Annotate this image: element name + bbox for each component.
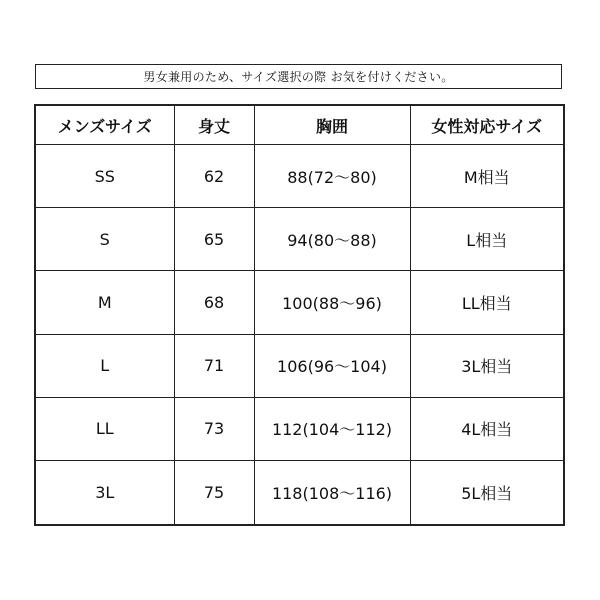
table-header-row	[35, 105, 564, 145]
cell-mens-size: S	[35, 208, 174, 271]
table-row	[35, 145, 564, 208]
cell-mens-size: 3L	[35, 460, 174, 525]
cell-womens-size: L相当	[410, 208, 564, 271]
header-length: 身丈	[174, 105, 254, 145]
cell-womens-size: M相当	[410, 145, 564, 208]
cell-chest: 100(88～96)	[254, 271, 410, 334]
cell-chest: 118(108～116)	[254, 460, 410, 525]
cell-womens-size: 3L相当	[410, 334, 564, 397]
cell-chest: 106(96～104)	[254, 334, 410, 397]
size-chart-table	[34, 104, 565, 526]
cell-mens-size: L	[35, 334, 174, 397]
table-row	[35, 208, 564, 271]
cell-mens-size: SS	[35, 145, 174, 208]
cell-mens-size: LL	[35, 397, 174, 460]
cell-length: 62	[174, 145, 254, 208]
cell-chest: 94(80～88)	[254, 208, 410, 271]
cell-length: 75	[174, 460, 254, 525]
cell-length: 73	[174, 397, 254, 460]
cell-chest: 88(72～80)	[254, 145, 410, 208]
cell-length: 68	[174, 271, 254, 334]
table-row	[35, 397, 564, 460]
cell-womens-size: 5L相当	[410, 460, 564, 525]
cell-length: 65	[174, 208, 254, 271]
cell-length: 71	[174, 334, 254, 397]
header-womens-size: 女性対応サイズ	[410, 105, 564, 145]
table-row	[35, 334, 564, 397]
header-chest: 胸囲	[254, 105, 410, 145]
table-row	[35, 271, 564, 334]
header-mens-size: メンズサイズ	[35, 105, 174, 145]
size-notice: 男女兼用のため、サイズ選択の際 お気を付けください。	[35, 64, 562, 89]
cell-chest: 112(104～112)	[254, 397, 410, 460]
cell-mens-size: M	[35, 271, 174, 334]
cell-womens-size: 4L相当	[410, 397, 564, 460]
table-row	[35, 460, 564, 525]
cell-womens-size: LL相当	[410, 271, 564, 334]
